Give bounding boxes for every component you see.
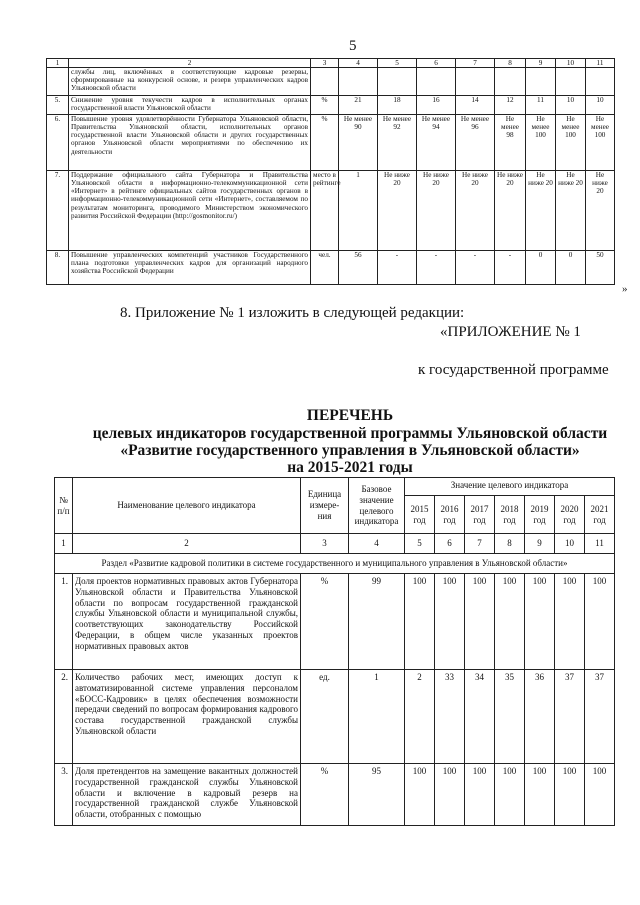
value-cell: 0	[526, 251, 556, 285]
table-row	[55, 670, 615, 764]
column-number: 6	[417, 59, 456, 68]
base-value: 99	[349, 574, 405, 670]
value-cell: 12	[495, 96, 526, 115]
value-cell: 21	[339, 96, 378, 115]
annex-title: «ПРИЛОЖЕНИЕ № 1	[440, 324, 581, 340]
indicator-name: Поддержание официального сайта Губернатора и Правительства Ульяновской области в информационно-телекоммуникационной сети «Интернет» в рейтинге официальных сайтов государственных органов в информационно-телекоммуникационной сети «Интернет», составляемом по результатам мониторинга, проводимого Министерством экономического развития Российской Федерации (http://gosmonitor.ru/)	[69, 171, 311, 251]
value-2017: 34	[465, 670, 495, 764]
value-cell: 10	[556, 96, 586, 115]
value-cell: Не менее 90	[339, 115, 378, 171]
value-cell: Не ниже 20	[556, 171, 586, 251]
indicator-name: Доля проектов нормативных правовых актов Губернатора Ульяновской области и Правительства Ульяновской области по вопросам государственной гражданской службы Ульяновской области и муниципальной службы, соответствующих законодательству Российской Федерации, в общем числе указанных проектов нормативных правовых актов	[73, 574, 301, 670]
unit: ед.	[301, 670, 349, 764]
row-number: 5.	[47, 96, 69, 115]
indicator-name: Доля претендентов на замещение вакантных должностей государственной гражданской службы Ульяновской области и включение в кадровый резерв на государственной гражданской службе Ульяновской области, отобранных с помощью	[73, 764, 301, 826]
unit: %	[311, 96, 339, 115]
column-number: 10	[556, 59, 586, 68]
column-number: 1	[55, 534, 73, 554]
value-2018: 100	[495, 574, 525, 670]
table-row	[55, 764, 615, 826]
row-number: 6.	[47, 115, 69, 171]
value-cell: Не менее 100	[526, 115, 556, 171]
item-8-paragraph: 8. Приложение № 1 изложить в следующей редакции:	[120, 305, 465, 321]
column-number: 8	[495, 534, 525, 554]
indicators-table	[54, 477, 615, 826]
base-value: 95	[349, 764, 405, 826]
value-cell: 10	[586, 96, 615, 115]
row-number: 8.	[47, 251, 69, 285]
value-2019: 100	[525, 764, 555, 826]
column-number: 7	[456, 59, 495, 68]
column-numbering-row	[55, 534, 615, 554]
value-cell: Не ниже 20	[417, 171, 456, 251]
value-cell: 11	[526, 96, 556, 115]
value-2018: 35	[495, 670, 525, 764]
value-2020: 100	[555, 764, 585, 826]
row-number: 7.	[47, 171, 69, 251]
section-title: Раздел «Развитие кадровой политики в системе государственного и муниципального управления в Ульяновской области»	[55, 554, 615, 574]
column-number: 6	[435, 534, 465, 554]
column-number: 9	[526, 59, 556, 68]
value-cell	[586, 68, 615, 96]
indicator-name: Повышение управленческих компетенций участников Государственного плана подготовки управленческих кадров для организаций народного хозяйства Российской Федерации	[69, 251, 311, 285]
value-cell: 16	[417, 96, 456, 115]
value-2015: 100	[405, 764, 435, 826]
value-2015: 100	[405, 574, 435, 670]
value-cell	[339, 68, 378, 96]
column-number: 3	[301, 534, 349, 554]
value-2016: 100	[435, 574, 465, 670]
page-number: 5	[349, 38, 357, 54]
value-cell: 50	[586, 251, 615, 285]
column-number: 8	[495, 59, 526, 68]
column-number: 3	[311, 59, 339, 68]
column-number: 7	[465, 534, 495, 554]
value-2018: 100	[495, 764, 525, 826]
indicator-name: Снижение уровня текучести кадров в исполнительных органах государственной власти Ульяновской области	[69, 96, 311, 115]
value-2017: 100	[465, 574, 495, 670]
row-number	[47, 68, 69, 96]
value-cell	[556, 68, 586, 96]
program-period: на 2015-2021 годы	[287, 459, 413, 476]
value-cell	[417, 68, 456, 96]
value-2021: 100	[585, 574, 615, 670]
section-row	[55, 554, 615, 574]
indicator-name: службы лиц, включённых в соответствующие кадровые резервы, сформированные на конкурсной основе, и резерв управленческих кадров Ульяновской области	[69, 68, 311, 96]
value-cell: Не менее 100	[586, 115, 615, 171]
value-cell: -	[495, 251, 526, 285]
column-number: 4	[339, 59, 378, 68]
value-cell: 14	[456, 96, 495, 115]
value-cell	[378, 68, 417, 96]
year-header: 2017 год	[465, 496, 495, 534]
column-header-values: Значение целевого индикатора	[405, 478, 615, 496]
table-row	[55, 574, 615, 670]
value-cell: -	[456, 251, 495, 285]
indicator-name: Повышение уровня удовлетворённости Губернатора Ульяновской области, Правительства Ульяновской области, исполнительных органов государственной власти Ульяновской области и других государственных органов Ульяновской области мероприятиями по обеспечению их деятельности	[69, 115, 311, 171]
unit	[311, 68, 339, 96]
unit: %	[311, 115, 339, 171]
value-cell: Не менее 100	[556, 115, 586, 171]
program-name: «Развитие государственного управления в Ульяновской области»	[120, 442, 580, 459]
column-header-unit: Единица измере-ния	[301, 478, 349, 534]
column-header-base: Базовое значение целевого индикатора	[349, 478, 405, 534]
unit: %	[301, 574, 349, 670]
value-cell: -	[378, 251, 417, 285]
column-number: 5	[405, 534, 435, 554]
column-number: 10	[555, 534, 585, 554]
row-number: 1.	[55, 574, 73, 670]
column-number: 1	[47, 59, 69, 68]
annex-subtitle: к государственной программе	[418, 362, 609, 378]
value-cell: Не менее 92	[378, 115, 417, 171]
column-number: 11	[586, 59, 615, 68]
value-cell: Не менее 98	[495, 115, 526, 171]
value-2021: 100	[585, 764, 615, 826]
continuation-table	[46, 58, 615, 285]
year-header: 2015 год	[405, 496, 435, 534]
value-2021: 37	[585, 670, 615, 764]
value-cell	[456, 68, 495, 96]
unit: %	[301, 764, 349, 826]
column-number: 11	[585, 534, 615, 554]
year-header: 2020 год	[555, 496, 585, 534]
value-cell	[526, 68, 556, 96]
value-2016: 33	[435, 670, 465, 764]
value-cell: 56	[339, 251, 378, 285]
column-header-number: № п/п	[55, 478, 73, 534]
column-number: 2	[73, 534, 301, 554]
value-cell	[495, 68, 526, 96]
column-number: 4	[349, 534, 405, 554]
value-cell: 0	[556, 251, 586, 285]
closing-quote: »	[622, 283, 628, 295]
unit: чел.	[311, 251, 339, 285]
value-cell: Не менее 94	[417, 115, 456, 171]
column-header-name: Наименование целевого индикатора	[73, 478, 301, 534]
value-2015: 2	[405, 670, 435, 764]
year-header: 2018 год	[495, 496, 525, 534]
document-subtitle: целевых индикаторов государственной программы Ульяновской области	[92, 425, 608, 442]
table-row	[47, 96, 615, 115]
value-cell: Не менее 96	[456, 115, 495, 171]
value-cell: Не ниже 20	[495, 171, 526, 251]
table-header-row	[55, 478, 615, 496]
year-header: 2021 год	[585, 496, 615, 534]
table-row	[47, 251, 615, 285]
table-row	[47, 171, 615, 251]
row-number: 3.	[55, 764, 73, 826]
year-header: 2016 год	[435, 496, 465, 534]
document-title: ПЕРЕЧЕНЬ	[306, 407, 394, 424]
value-cell: 18	[378, 96, 417, 115]
indicator-name: Количество рабочих мест, имеющих доступ к автоматизированной системе управления персоналом «БОСС-Кадровик» в целях обеспечения возможности передачи сведений по вопросам формирования кадрового состава государственной гражданской службы Ульяновской области	[73, 670, 301, 764]
value-2017: 100	[465, 764, 495, 826]
column-number: 9	[525, 534, 555, 554]
value-2020: 37	[555, 670, 585, 764]
row-number: 2.	[55, 670, 73, 764]
value-cell: Не ниже 20	[456, 171, 495, 251]
value-2019: 36	[525, 670, 555, 764]
year-header: 2019 год	[525, 496, 555, 534]
table-header-row	[47, 59, 615, 68]
value-cell: Не ниже 20	[378, 171, 417, 251]
value-cell: Не ниже 20	[526, 171, 556, 251]
value-cell: Не ниже 20	[586, 171, 615, 251]
value-2020: 100	[555, 574, 585, 670]
column-number: 2	[69, 59, 311, 68]
value-2019: 100	[525, 574, 555, 670]
value-cell: 1	[339, 171, 378, 251]
column-number: 5	[378, 59, 417, 68]
unit: место в рейтинге	[311, 171, 339, 251]
table-row	[47, 115, 615, 171]
base-value: 1	[349, 670, 405, 764]
table-row	[47, 68, 615, 96]
value-2016: 100	[435, 764, 465, 826]
value-cell: -	[417, 251, 456, 285]
